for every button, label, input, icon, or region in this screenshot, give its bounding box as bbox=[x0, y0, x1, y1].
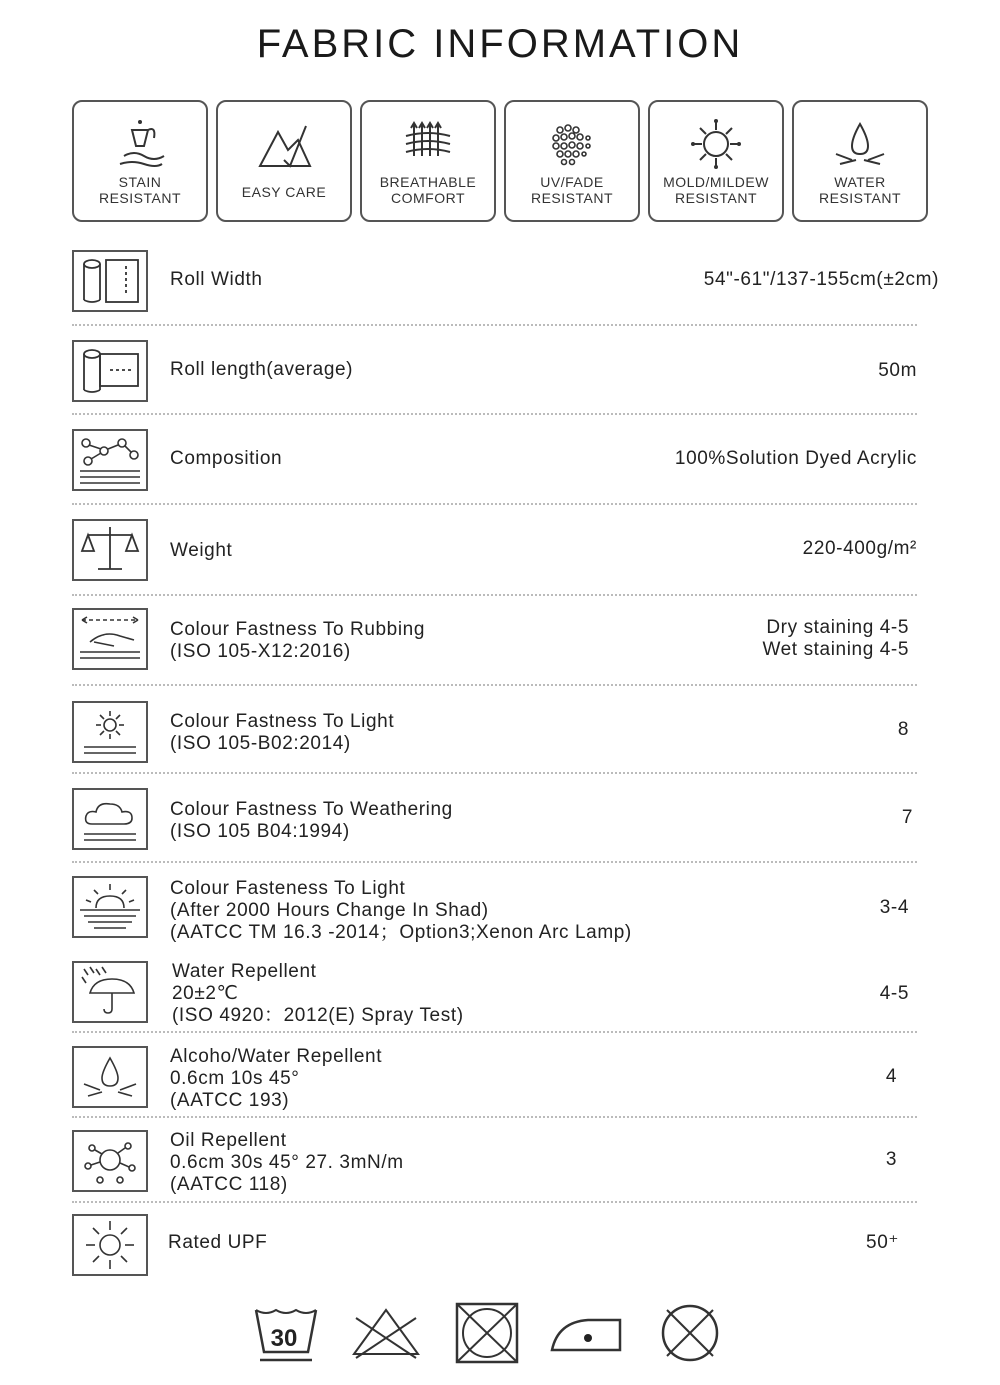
upf-sun-icon bbox=[74, 1216, 146, 1274]
feature-breathable-comfort bbox=[360, 100, 496, 222]
feature-water-resistant bbox=[792, 100, 928, 222]
spec-value: 50⁺ bbox=[866, 1232, 899, 1253]
spec-value: 100%Solution Dyed Acrylic bbox=[674, 448, 917, 469]
spec-value: 3-4 bbox=[879, 897, 909, 918]
spec-row-light bbox=[72, 701, 917, 779]
spec-value: 50m bbox=[878, 360, 917, 381]
wash-30-icon bbox=[250, 1300, 322, 1366]
spec-value: 7 bbox=[901, 807, 913, 828]
spec-value: 54"-61"/137-155cm(±2cm) bbox=[703, 269, 939, 290]
row-separator bbox=[72, 503, 917, 505]
spec-icon-box bbox=[72, 876, 148, 938]
iron-low-heat-icon bbox=[548, 1300, 626, 1366]
feature-label: UV/FADE RESISTANT bbox=[530, 174, 614, 206]
composition-icon bbox=[74, 431, 146, 489]
breathable-comfort-icon bbox=[398, 116, 458, 172]
spec-label: Rated UPF bbox=[168, 1232, 268, 1253]
stain-resistant-icon bbox=[110, 116, 170, 172]
spec-row-roll-length bbox=[72, 340, 917, 418]
easy-care-icon bbox=[254, 116, 314, 172]
spec-value: 4 bbox=[885, 1066, 897, 1087]
page-title: FABRIC INFORMATION bbox=[256, 22, 744, 66]
spec-value: 8 bbox=[897, 719, 909, 740]
rubbing-icon bbox=[74, 610, 146, 668]
spec-label: Composition bbox=[170, 448, 283, 469]
spec-icon-box bbox=[72, 788, 148, 850]
spec-icon-box bbox=[72, 608, 148, 670]
do-not-tumble-dry-icon bbox=[453, 1300, 521, 1366]
spec-value: 220-400g/m² bbox=[802, 538, 917, 559]
spec-label: Colour Fastness To Rubbing (ISO 105-X12:2016) bbox=[170, 619, 425, 662]
spec-icon-box bbox=[72, 1046, 148, 1108]
feature-uv-fade-resistant bbox=[504, 100, 640, 222]
spec-value: Dry staining 4-5 Wet staining 4-5 bbox=[762, 617, 909, 660]
weight-scale-icon bbox=[74, 521, 146, 579]
spec-row-weathering bbox=[72, 788, 917, 866]
spec-icon-box bbox=[72, 250, 148, 312]
mold-mildew-resistant-icon bbox=[686, 116, 746, 172]
light-sun-icon bbox=[74, 703, 146, 761]
do-not-dry-clean-icon bbox=[657, 1300, 723, 1366]
row-separator bbox=[72, 1201, 917, 1203]
feature-label: BREATHABLE COMFORT bbox=[379, 174, 477, 206]
row-separator bbox=[72, 684, 917, 686]
row-separator bbox=[72, 772, 917, 774]
oil-splash-icon bbox=[74, 1132, 146, 1190]
spec-row-water-repellent bbox=[72, 961, 917, 1039]
spec-value: 3 bbox=[885, 1149, 897, 1170]
feature-badges bbox=[72, 100, 932, 224]
spec-label: Roll Width bbox=[170, 269, 263, 290]
water-drop-splash-icon bbox=[74, 1048, 146, 1106]
row-separator bbox=[72, 594, 917, 596]
roll-length-icon bbox=[74, 342, 146, 400]
spec-row-composition bbox=[72, 429, 917, 507]
spec-icon-box bbox=[72, 519, 148, 581]
feature-label: MOLD/MILDEW RESISTANT bbox=[663, 174, 769, 206]
spec-icon-box bbox=[72, 429, 148, 491]
wash-temperature: 30 bbox=[270, 1325, 298, 1352]
water-resistant-icon bbox=[830, 116, 890, 172]
feature-label: WATER RESISTANT bbox=[818, 174, 902, 206]
feature-stain-resistant bbox=[72, 100, 208, 222]
spec-row-roll-width bbox=[72, 250, 939, 328]
spec-label: Colour Fastness To Light (ISO 105-B02:2014) bbox=[170, 711, 395, 754]
spec-label: Colour Fastness To Weathering (ISO 105 B04:1994) bbox=[170, 799, 453, 842]
spec-icon-box bbox=[72, 1130, 148, 1192]
spec-row-oil-repellent bbox=[72, 1130, 917, 1208]
spec-label: Roll length(average) bbox=[170, 359, 354, 380]
spec-row-light-2000h bbox=[72, 876, 917, 956]
roll-width-icon bbox=[74, 252, 146, 310]
uv-fade-resistant-icon bbox=[542, 116, 602, 172]
feature-mold-mildew-resistant bbox=[648, 100, 784, 222]
spec-row-rubbing bbox=[72, 608, 917, 686]
row-separator bbox=[72, 1116, 917, 1118]
spec-label: Oil Repellent 0.6cm 30s 45° 27. 3mN/m (AATCC 118) bbox=[170, 1130, 404, 1195]
weathering-cloud-icon bbox=[74, 790, 146, 848]
spec-label: Weight bbox=[170, 540, 233, 561]
do-not-bleach-icon bbox=[346, 1300, 426, 1366]
spec-icon-box bbox=[72, 961, 148, 1023]
feature-label: STAIN RESISTANT bbox=[98, 174, 182, 206]
feature-easy-care bbox=[216, 100, 352, 222]
row-separator bbox=[72, 413, 917, 415]
spec-value: 4-5 bbox=[879, 983, 909, 1004]
spec-row-weight bbox=[72, 519, 917, 597]
spec-label: Alcoho/Water Repellent 0.6cm 10s 45° (AATCC 193) bbox=[170, 1046, 383, 1111]
row-separator bbox=[72, 324, 917, 326]
spec-icon-box bbox=[72, 1214, 148, 1276]
feature-label: EASY CARE bbox=[241, 184, 327, 200]
sunset-icon bbox=[74, 878, 146, 936]
spec-icon-box bbox=[72, 340, 148, 402]
spec-icon-box bbox=[72, 701, 148, 763]
row-separator bbox=[72, 1031, 917, 1033]
spec-label: Colour Fasteness To Light (After 2000 Hours Change In Shad) (AATCC TM 16.3 -2014；Option3;Xenon Arc Lamp) bbox=[170, 878, 632, 943]
spec-label: Water Repellent 20±2℃ (ISO 4920：2012(E) Spray Test) bbox=[172, 961, 464, 1026]
umbrella-rain-icon bbox=[74, 963, 146, 1021]
spec-row-alcohol-water-repellent bbox=[72, 1046, 917, 1124]
row-separator bbox=[72, 861, 917, 863]
spec-row-rated-upf bbox=[72, 1214, 917, 1276]
